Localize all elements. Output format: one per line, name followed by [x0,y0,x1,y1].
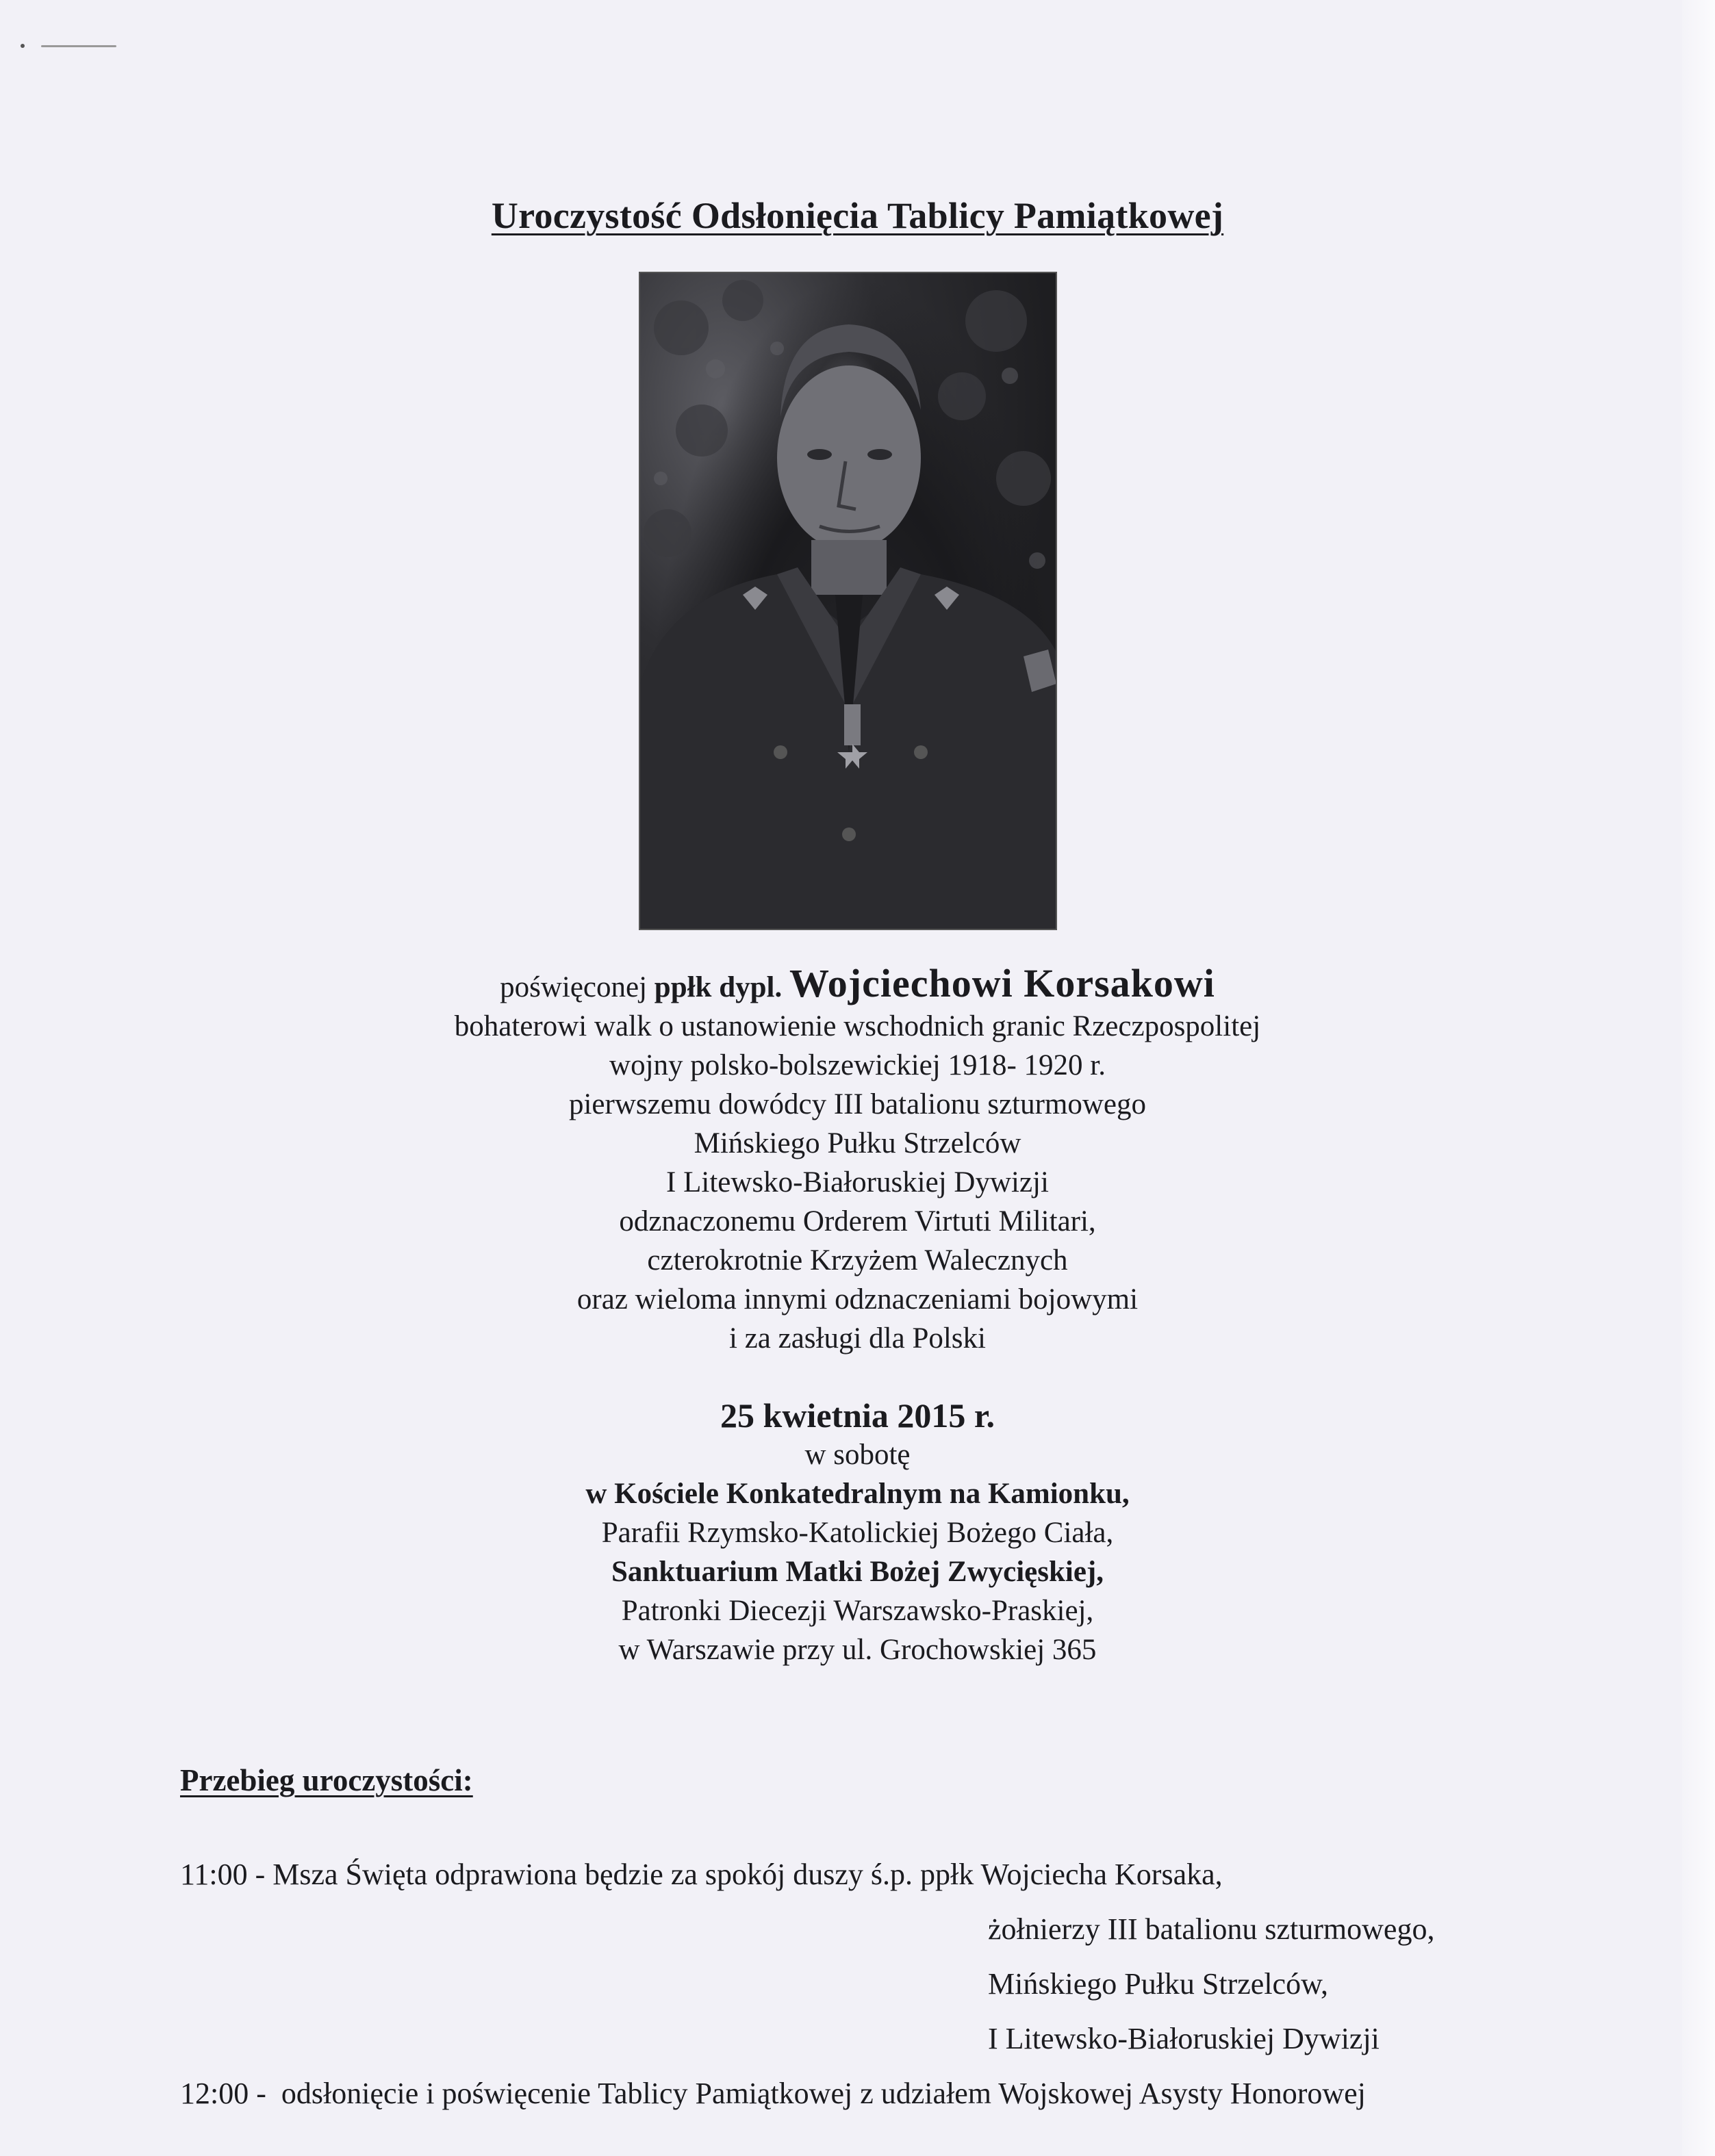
honoree-name: Wojciechowi Korsakowi [789,961,1215,1005]
dedication-line: I Litewsko-Białoruskiej Dywizji [666,1166,1049,1198]
event-sanctuary: Sanktuarium Matki Bożej Zwycięskiej, [611,1556,1104,1588]
dedication-line: bohaterowi walk o ustanowienie wschodnich granic Rzeczpospolitej [454,1010,1261,1042]
schedule-item [180,2076,1366,2111]
dedication-line: odznaczonemu Orderem Virtuti Militari, [619,1205,1096,1237]
event-address: w Warszawie przy ul. Grochowskiej 365 [618,1634,1097,1666]
dedication-line: wojny polsko-bolszewickiej 1918- 1920 r. [609,1049,1106,1081]
page-title: Uroczystość Odsłonięcia Tablicy Pamiątkowej [491,195,1224,236]
dedication-line: i za zasługi dla Polski [729,1322,986,1355]
dedication-line: Mińskiego Pułku Strzelców [694,1127,1021,1159]
dedication-line: czterokrotnie Krzyżem Walecznych [647,1244,1068,1276]
rank: ppłk dypl. [654,971,783,1003]
event-weekday: w sobotę [804,1439,911,1471]
dedication-line: oraz wieloma innymi odznaczeniami bojowymi [576,1283,1139,1316]
dedication-heading [0,961,1715,1007]
event-church: w Kościele Konkatedralnym na Kamionku, [585,1478,1130,1510]
dedication-prefix: poświęconej [500,971,648,1003]
event-patroness: Patronki Diecezji Warszawsko-Praskiej, [621,1595,1094,1627]
schedule-time: 11:00 - [180,1858,266,1891]
dedication-line: pierwszemu dowódcy III batalionu szturmowego [568,1088,1147,1120]
event-parish: Parafii Rzymsko-Katolickiej Bożego Ciała, [601,1517,1114,1549]
portrait-photo-icon [640,273,1057,930]
schedule-continuation: żołnierzy III batalionu szturmowego, [988,1912,1435,1946]
dedication [0,961,1715,1358]
schedule-heading: Przebieg uroczystości: [180,1763,473,1797]
schedule-text: odsłonięcie i poświęcenie Tablicy Pamiątkowej z udziałem Wojskowej Asysty Honorowej [281,2077,1366,2110]
event-details [0,1396,1715,1669]
scan-speck [41,45,116,47]
schedule-item [180,1857,1223,1892]
portrait-photo [639,272,1057,930]
schedule-continuation: Mińskiego Pułku Strzelców, [988,1967,1328,2001]
schedule-continuation: I Litewsko-Białoruskiej Dywizji [988,2022,1380,2055]
schedule-text: Msza Święta odprawiona będzie za spokój duszy ś.p. ppłk Wojciecha Korsaka, [272,1858,1223,1891]
event-date: 25 kwietnia 2015 r. [720,1396,995,1435]
schedule-time: 12:00 - [180,2077,266,2110]
scan-speck [21,44,25,48]
